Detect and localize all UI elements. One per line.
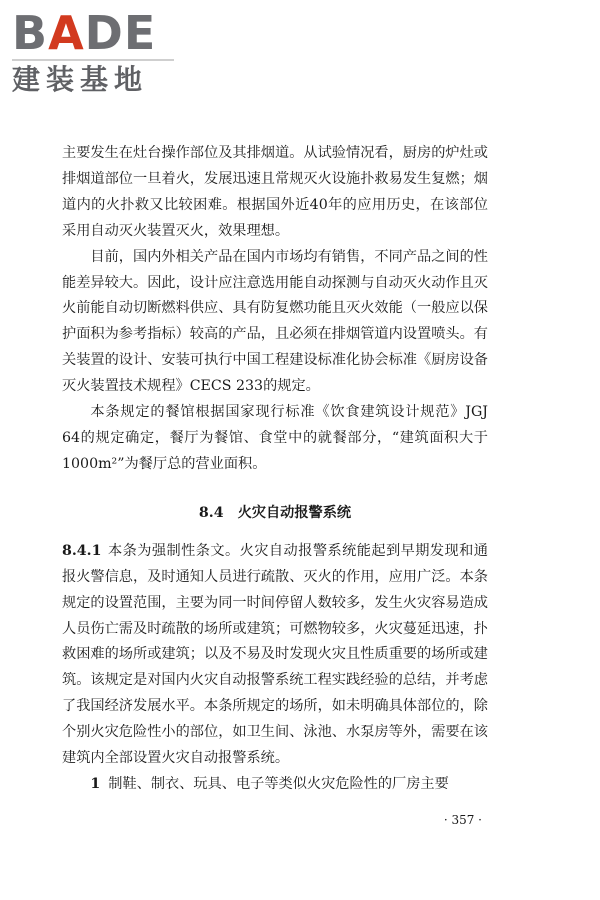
paragraph-products: 目前，国内外相关产品在国内市场均有销售，不同产品之间的性能差异较大。因此，设计应注意选用能自动探测与自动灭火动作且灭火前能自动切断燃料供应、具有防复燃功能且灭火效能（一般应以保护面积为参考指标）较高的产品，且必须在排烟管道内设置喷头。有关装置的设计、安装可执行中国工程建设标准化协会标准《厨房设备灭火装置技术规程》CECS 233的规定。 xyxy=(62,248,488,395)
section-heading xyxy=(62,500,488,526)
paragraph-restaurant: 本条规定的餐馆根据国家现行标准《饮食建筑设计规范》JGJ 64的规定确定，餐厅为餐馆、食堂中的就餐部分，“建筑面积大于1000m²”为餐厅总的营业面积。 xyxy=(62,404,488,472)
logo-letters-de: DE xyxy=(84,6,157,60)
paragraph-continued: 主要发生在灶台操作部位及其排烟道。从试验情况看，厨房的炉灶或排烟道部位一旦着火，发展迅速且常规灭火设施扑救易发生复燃；烟道内的火扑救又比较困难。根据国外近40年的应用历史，在该部位采用自动灭火装置灭火，效果理想。 xyxy=(62,145,488,239)
clause-number: 8.4.1 xyxy=(62,542,102,559)
logo-wordmark xyxy=(12,6,192,60)
item-number: 1 xyxy=(90,775,101,792)
bade-logo xyxy=(12,6,192,100)
item-paragraph xyxy=(62,772,488,798)
section-title: 火灾自动报警系统 xyxy=(237,504,352,521)
logo-letter-a: A xyxy=(48,6,85,60)
item-text: 制鞋、制衣、玩具、电子等类似火灾危险性的厂房主要 xyxy=(108,775,449,792)
page-body xyxy=(62,141,488,798)
section-number: 8.4 xyxy=(198,504,224,521)
logo-subtitle: 建装基地 xyxy=(12,63,149,96)
clause-text: 本条为强制性条文。火灾自动报警系统能起到早期发现和通报火警信息，及时通知人员进行疏散、灭火的作用，应用广泛。本条规定的设置范围，主要为同一时间停留人数较多，发生火灾容易造成人员伤亡需及时疏散的场所或建筑；可燃物较多，火灾蔓延迅速，扑救困难的场所或建筑；以及不易及时发现火灾且性质重要的场所或建筑。该规定是对国内火灾自动报警系统工程实践经验的总结，并考虑了我国经济发展水平。本条所规定的场所，如未明确具体部位的，除个别火灾危险性小的部位，如卫生间、泳池、水泵房等外，需要在该建筑内全部设置火灾自动报警系统。 xyxy=(62,542,488,767)
clause-paragraph xyxy=(62,539,488,772)
logo-letter-b: B xyxy=(12,6,49,60)
page-number: · 357 · xyxy=(443,813,482,827)
